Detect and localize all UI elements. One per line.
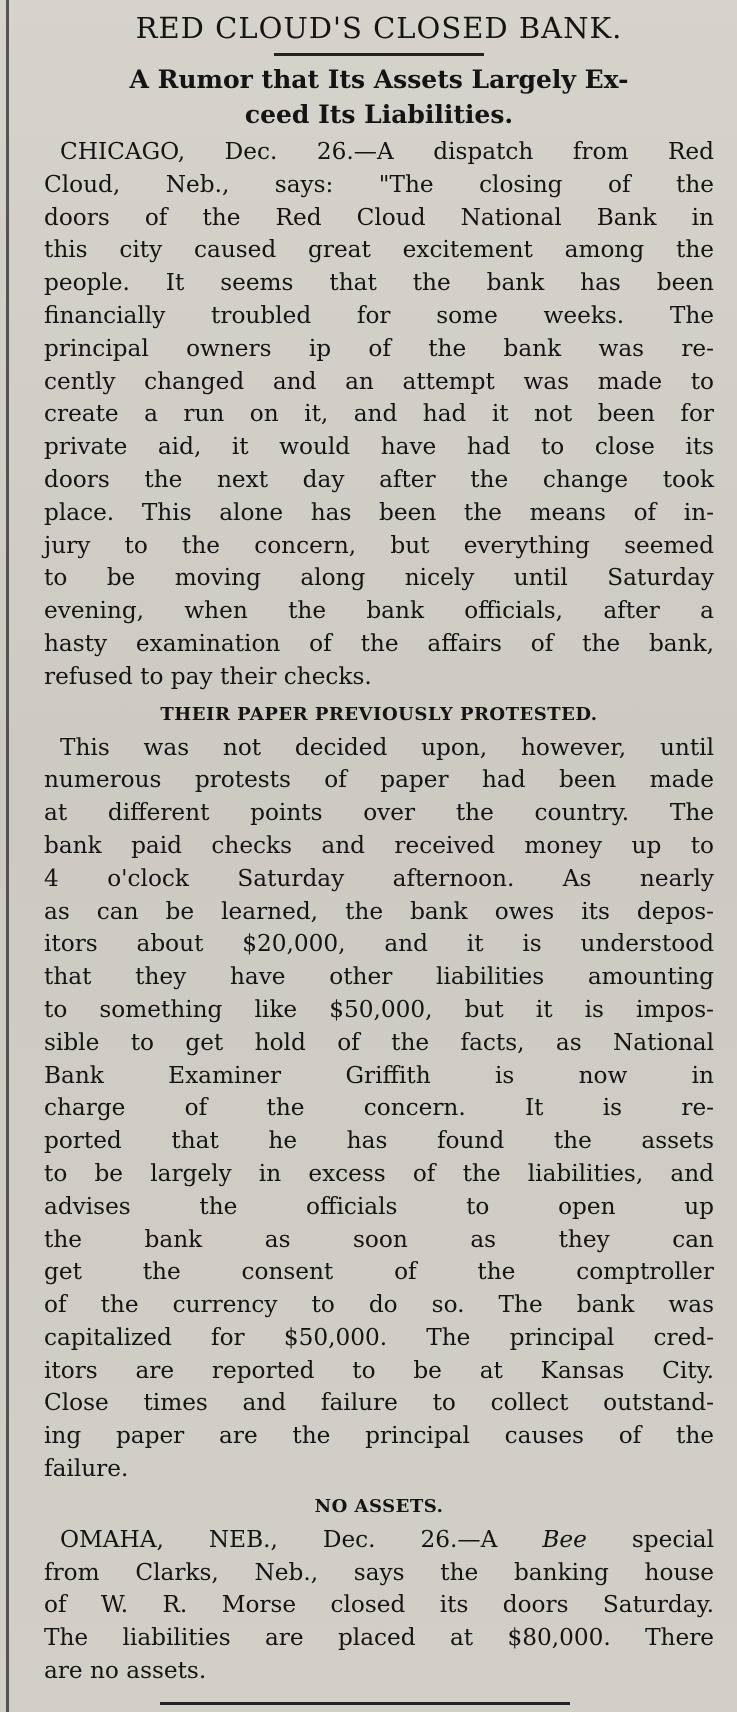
paragraph-line: doors the next day after the change took bbox=[44, 465, 714, 493]
section-chicago-dispatch bbox=[44, 136, 714, 694]
subheadline-line: ceed Its Liabilities. bbox=[244, 100, 514, 129]
paragraph-line: principal owners ip of the bank was re- bbox=[44, 334, 714, 362]
paragraph-line: get the consent of the comptroller bbox=[44, 1258, 714, 1286]
paragraph-line: of W. R. Morse closed its doors Saturday. bbox=[44, 1591, 714, 1619]
paragraph-line: bank paid checks and received money up to bbox=[44, 831, 714, 859]
paragraph-line: numerous protests of paper had been made bbox=[44, 766, 714, 794]
paragraph-line: charge of the concern. It is re- bbox=[44, 1094, 714, 1122]
paragraph-line: this city caused great excitement among the bbox=[44, 236, 714, 264]
paragraph-line: are no assets. bbox=[44, 1657, 207, 1685]
section-heading-paper-protested: THEIR PAPER PREVIOUSLY PROTESTED. bbox=[160, 703, 598, 725]
section-paper-protested bbox=[44, 732, 714, 1486]
paragraph-line: CHICAGO, Dec. 26.—A dispatch from Red bbox=[60, 138, 714, 165]
paragraph-line: itors are reported to be at Kansas City. bbox=[44, 1356, 714, 1384]
paragraph-line: itors about $20,000, and it is understood bbox=[44, 930, 714, 958]
paragraph-line: cently changed and an attempt was made to bbox=[44, 367, 714, 395]
paragraph-line: create a run on it, and had it not been for bbox=[44, 400, 714, 428]
paragraph-line: This was not decided upon, however, until bbox=[60, 733, 714, 761]
paragraph-line: as can be learned, the bank owes its depos- bbox=[44, 897, 714, 925]
line-text: special bbox=[586, 1525, 714, 1553]
paragraph-line bbox=[44, 1524, 714, 1557]
paragraph-line: jury to the concern, but everything seemed bbox=[44, 531, 714, 559]
paragraph-line: 4 o'clock Saturday afternoon. As nearly bbox=[44, 864, 714, 892]
newspaper-name: Bee bbox=[542, 1525, 587, 1553]
paragraph-line: doors of the Red Cloud National Bank in bbox=[44, 203, 714, 231]
article-end-rule bbox=[160, 1702, 570, 1705]
paragraph-line: refused to pay their checks. bbox=[44, 662, 372, 690]
paragraph-line: ing paper are the principal causes of the bbox=[44, 1422, 714, 1450]
paragraph-line: at different points over the country. The bbox=[44, 799, 714, 827]
paragraph-line: capitalized for $50,000. The principal cred- bbox=[44, 1323, 714, 1351]
paragraph-line: failure. bbox=[44, 1455, 129, 1483]
column-rule-left bbox=[6, 0, 9, 1712]
paragraph-line: of the currency to do so. The bank was bbox=[44, 1291, 714, 1319]
paragraph-line: that they have other liabilities amounting bbox=[44, 963, 714, 991]
paragraph-line: financially troubled for some weeks. The bbox=[44, 301, 714, 329]
subheadline bbox=[44, 62, 714, 132]
paragraph-line: hasty examination of the affairs of the bank, bbox=[44, 629, 714, 657]
paragraph-line: people. It seems that the bank has been bbox=[44, 269, 714, 297]
paragraph-line: place. This alone has been the means of in- bbox=[44, 498, 714, 526]
dateline-text: OMAHA, NEB., Dec. 26.—A bbox=[60, 1525, 543, 1553]
paragraph-line: advises the officials to open up bbox=[44, 1192, 714, 1220]
section-heading-no-assets: NO ASSETS. bbox=[314, 1495, 444, 1517]
paragraph-line: The liabilities are placed at $80,000. There bbox=[44, 1624, 714, 1652]
article-column bbox=[44, 0, 714, 1688]
paragraph-line: ported that he has found the assets bbox=[44, 1127, 714, 1155]
section-omaha-dispatch bbox=[44, 1524, 714, 1688]
paragraph-line: Bank Examiner Griffith is now in bbox=[44, 1061, 714, 1089]
paragraph-line: to be moving along nicely until Saturday bbox=[44, 564, 714, 592]
subheadline-line: A Rumor that Its Assets Largely Ex- bbox=[129, 65, 629, 94]
paragraph-line: to be largely in excess of the liabilities, and bbox=[44, 1159, 714, 1187]
headline: RED CLOUD'S CLOSED BANK. bbox=[135, 11, 623, 45]
paragraph-line: evening, when the bank officials, after a bbox=[44, 597, 714, 625]
paragraph-line: to something like $50,000, but it is impos- bbox=[44, 995, 714, 1023]
paragraph-line: private aid, it would have had to close its bbox=[44, 433, 714, 461]
paragraph-line: from Clarks, Neb., says the banking house bbox=[44, 1558, 714, 1586]
paragraph-line: sible to get hold of the facts, as National bbox=[44, 1028, 714, 1056]
paragraph-line: Cloud, Neb., says: "The closing of the bbox=[44, 170, 714, 198]
paragraph-line: Close times and failure to collect outstand- bbox=[44, 1389, 714, 1417]
paragraph-line: the bank as soon as they can bbox=[44, 1225, 714, 1253]
headline-rule bbox=[274, 53, 484, 56]
